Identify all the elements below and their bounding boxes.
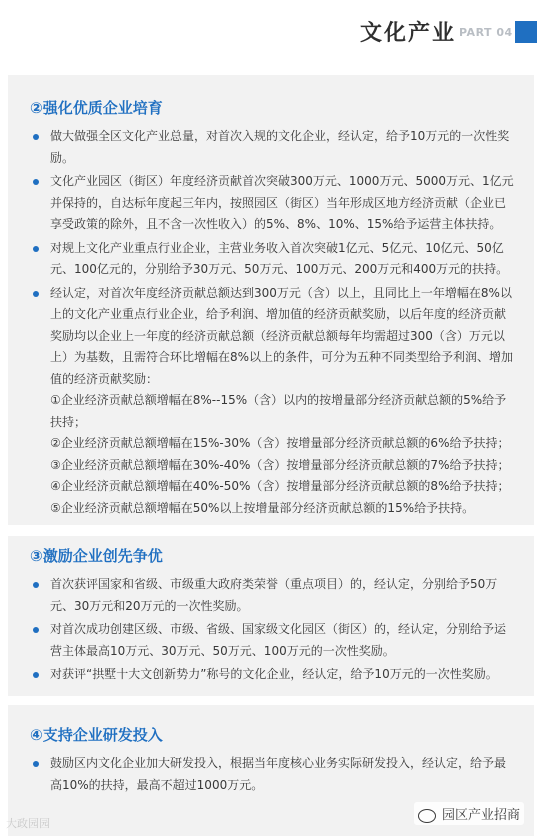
list-item [30,619,516,662]
bullet-icon [33,582,39,588]
sub-item: ③企业经济贡献总额增幅在30%-40%（含）按增量部分经济贡献总额的7%给予扶持； [50,457,510,472]
bullet-icon [33,179,39,185]
list-item [30,171,516,236]
sub-item: ①企业经济贡献总额增幅在8%--15%（含）以内的按增量部分经济贡献总额的5%给予扶持； [50,393,507,429]
section-title: ②强化优质企业培育 [30,99,163,117]
section-title: ③激励企业创先争优 [30,547,163,565]
section-excellence-incentive [8,536,534,696]
part-label: PART 04 [459,26,513,39]
bullet-icon [33,134,39,140]
wechat-icon [418,809,436,823]
sub-item: ④企业经济贡献总额增幅在40%-50%（含）按增量部分经济贡献总额的8%给予扶持； [50,479,510,493]
item-text: 首次获评国家和省级、市级重大政府类荣誉（重点项目）的，经认定，分别给予50万元、30万元和20万元的一次性奖励。 [50,577,498,613]
list-item [30,574,516,617]
watermark-right [414,802,524,825]
item-list [30,753,516,796]
bullet-icon [33,761,39,767]
sub-item-list [50,390,516,519]
list-item [30,664,516,686]
list-item [30,126,516,169]
item-text: 对获评“拱墅十大文创新势力”称号的文化企业，经认定，给予10万元的一次性奖励。 [50,667,498,681]
item-text: 对首次成功创建区级、市级、省级、国家级文化园区（街区）的，经认定，分别给予运营主体最高10万元、30万元、50万元、100万元的一次性奖励。 [50,622,507,658]
list-item [30,238,516,281]
sub-item: ②企业经济贡献总额增幅在15%-30%（含）按增量部分经济贡献总额的6%给予扶持； [50,436,510,450]
section-quality-enterprise [8,75,534,525]
list-item [30,753,516,796]
list-item [30,283,516,520]
item-text: 做大做强全区文化产业总量，对首次入规的文化企业，经认定，给予10万元的一次性奖励。 [50,129,510,165]
sub-item: ⑤企业经济贡献总额增幅在50%以上按增量部分经济贡献总额的15%给予扶持。 [50,500,475,515]
watermark-left: 大政园园 [6,817,50,830]
bullet-icon [33,672,39,678]
watermark-text: 园区产业招商 [441,808,520,823]
bullet-icon [33,627,39,633]
item-text: 对规上文化产业重点行业企业，主营业务收入首次突破1亿元、5亿元、10亿元、50亿元、100亿元的，分别给予30万元、50万元、100万元、200万元和400万元的扶持。 [50,240,509,276]
section-title: ④支持企业研发投入 [30,726,163,744]
item-text: 文化产业园区（街区）年度经济贡献首次突破300万元、1000万元、5000万元、1亿元并保持的，自达标年度起三年内，按照园区（街区）当年形成区地方经济贡献（企业已享受政策的除外，且不含一次性收入）的5%、8%、10%、15%给予运营主体扶持。 [50,174,514,231]
item-list [30,126,516,519]
item-text: 鼓励区内文化企业加大研发投入，根据当年度核心业务实际研发投入，经认定，给予最高10%的扶持，最高不超过1000万元。 [50,756,507,792]
bullet-icon [33,246,39,252]
item-text: 经认定，对首次年度经济贡献总额达到300万元（含）以上，且同比上一年增幅在8%以上的文化产业重点行业企业，给予利润、增加值的经济贡献奖励，以后年度的经济贡献奖励均以企业上一年度的经济贡献总额（经济贡献总额每年均需超过300（含）万元以上）为基数，且需符合环比增幅在8%以上的条件，可分为五种不同类型给予利润、增加值的经济贡献奖励： [50,285,514,386]
page-header [0,0,540,66]
item-list [30,574,516,686]
accent-square [515,21,537,43]
page-title: 文化产业 [360,21,457,46]
bullet-icon [33,291,39,297]
